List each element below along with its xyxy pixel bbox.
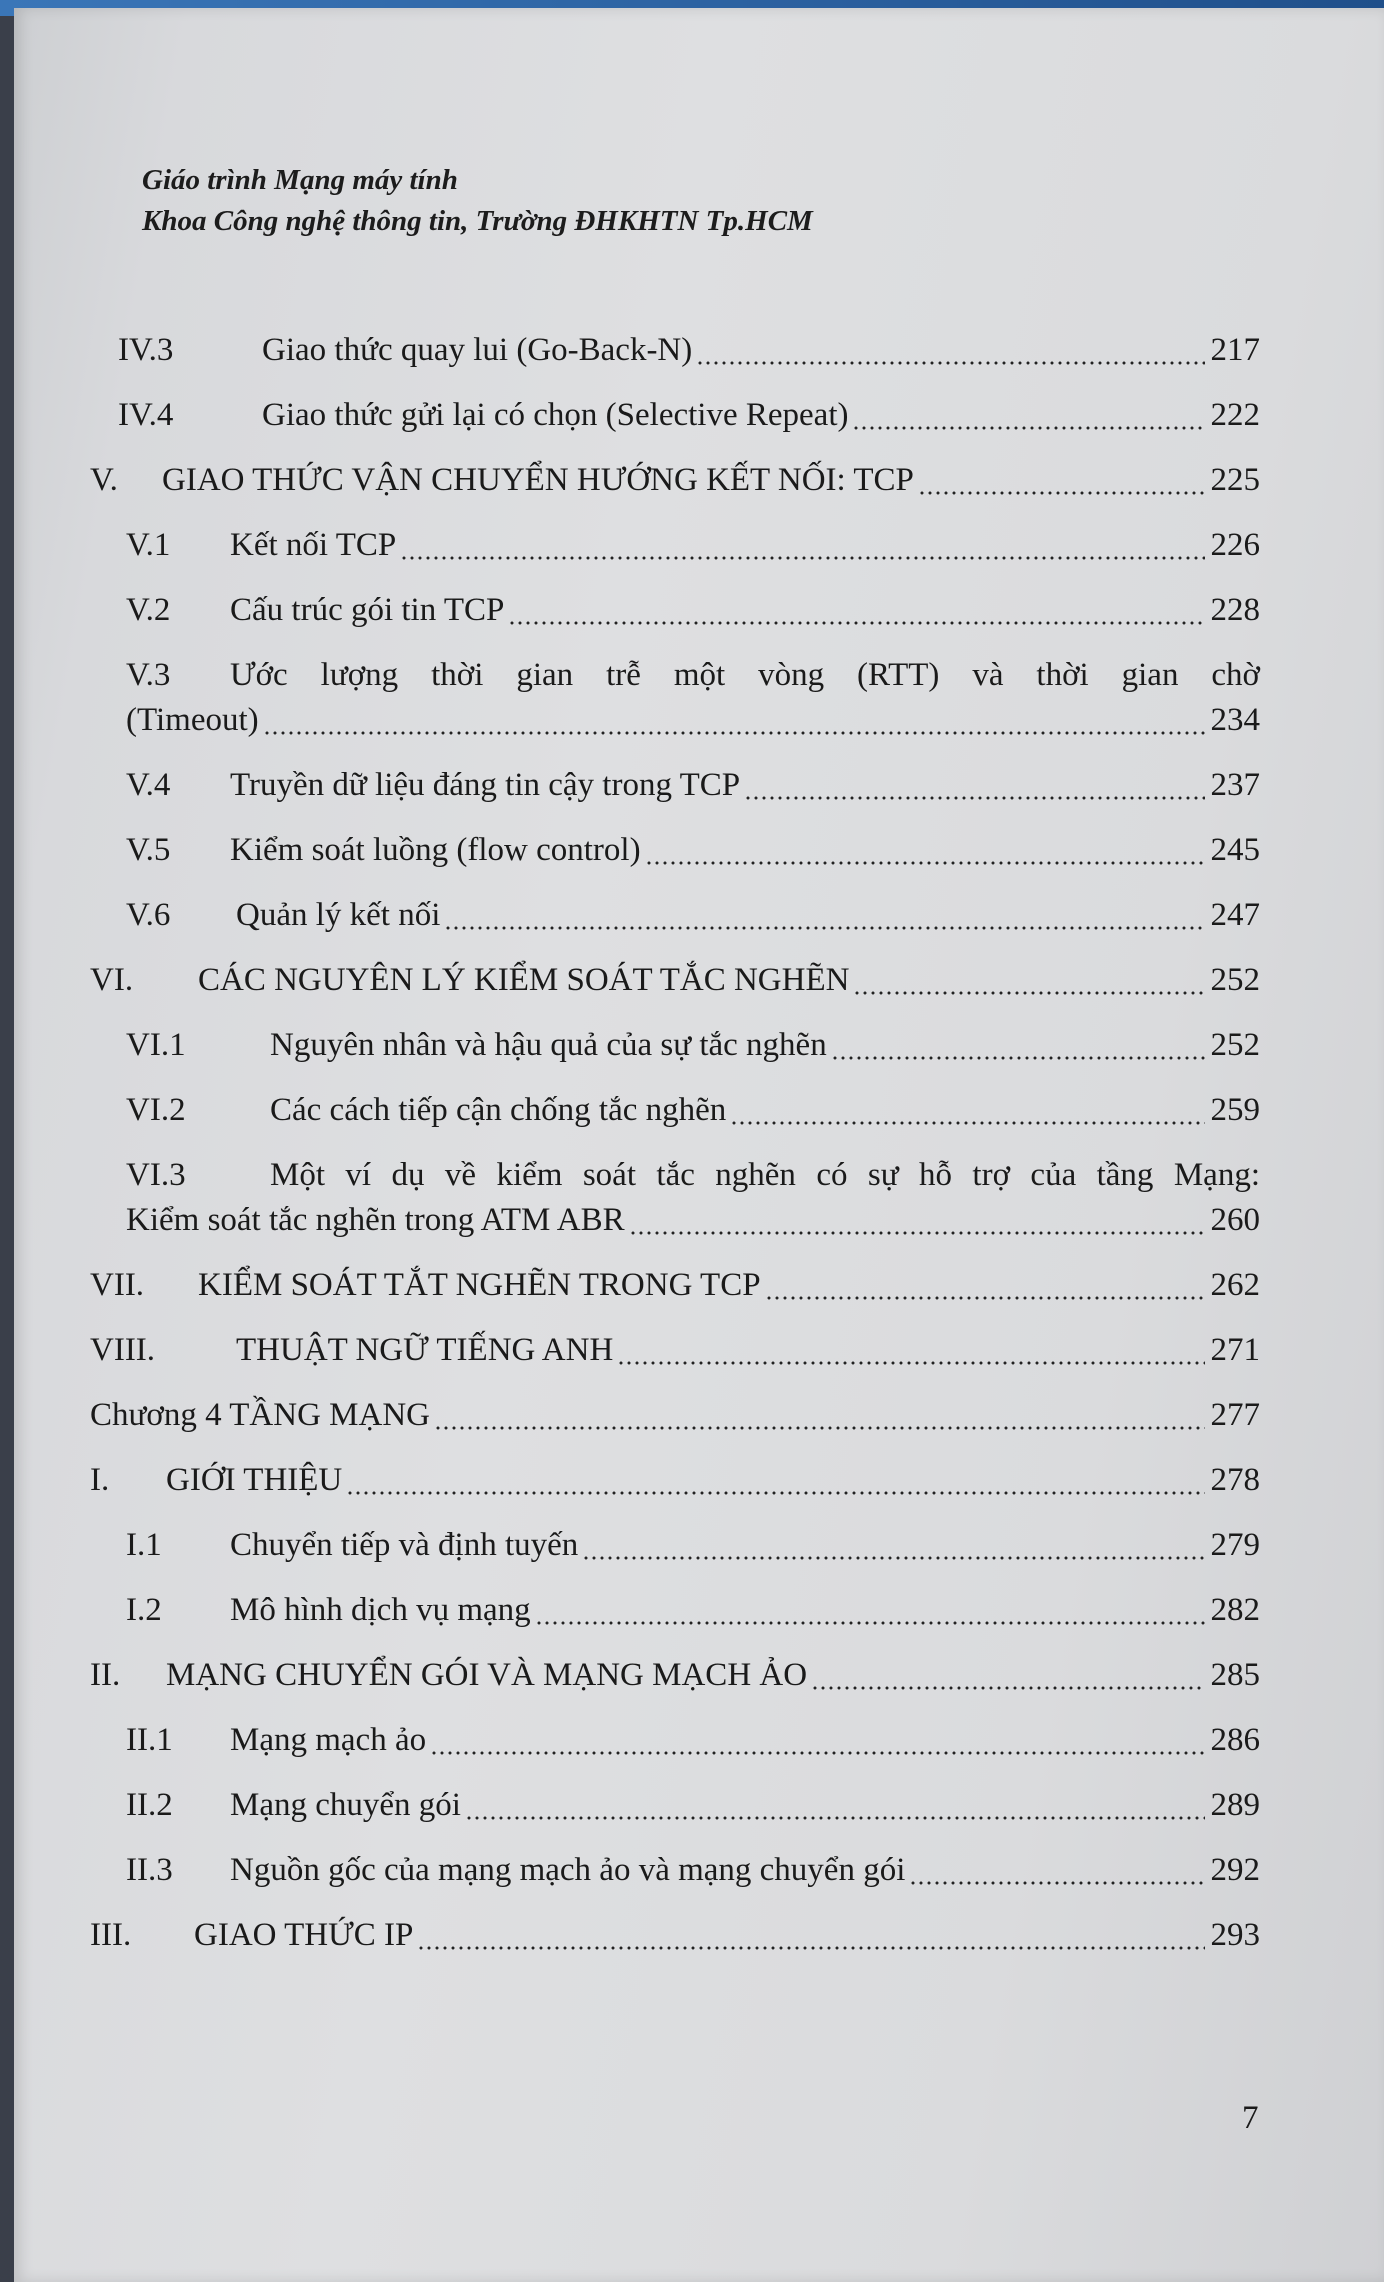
toc-row[interactable]	[14, 1328, 1384, 1372]
toc-page-number: 252	[1210, 1027, 1260, 1063]
toc-page-number: 285	[1210, 1657, 1260, 1693]
toc-page-number: 217	[1210, 332, 1260, 368]
toc-page-number: 234	[1210, 702, 1260, 738]
toc-section-number: V.2	[126, 592, 171, 628]
toc-row[interactable]	[14, 328, 1384, 372]
toc-dot-leader	[508, 588, 1205, 632]
toc-section-number: I.	[90, 1462, 110, 1498]
toc-page-number: 228	[1210, 592, 1260, 628]
toc-section-number: II.1	[126, 1722, 173, 1758]
toc-page-number: 279	[1210, 1527, 1260, 1563]
toc-dot-leader	[853, 958, 1205, 1002]
toc-section-number: II.	[90, 1657, 121, 1693]
toc-section-number: II.2	[126, 1787, 173, 1823]
toc-row[interactable]	[14, 1153, 1384, 1197]
toc-dot-leader	[744, 763, 1205, 807]
toc-page-number: 278	[1210, 1462, 1260, 1498]
toc-row[interactable]	[14, 1263, 1384, 1307]
toc-section-title: Mạng mạch ảo	[230, 1722, 427, 1758]
toc-row[interactable]	[14, 1523, 1384, 1567]
toc-page-number: 286	[1210, 1722, 1260, 1758]
toc-row-continuation[interactable]	[14, 1198, 1384, 1242]
toc-section-title: GIỚI THIỆU	[166, 1462, 343, 1498]
toc-dot-leader	[346, 1458, 1205, 1502]
toc-section-number: VI.	[90, 962, 134, 998]
toc-dot-leader	[617, 1328, 1205, 1372]
toc-dot-leader	[765, 1263, 1205, 1307]
toc-row[interactable]	[14, 893, 1384, 937]
toc-section-title: Nguồn gốc của mạng mạch ảo và mạng chuyển gói	[230, 1852, 906, 1888]
toc-section-number: IV.3	[118, 332, 174, 368]
toc-section-number: VI.3	[126, 1157, 186, 1193]
toc-section-number: V.	[90, 462, 118, 498]
toc-section-title-continuation: Kiểm soát tắc nghẽn trong ATM ABR	[126, 1202, 625, 1238]
toc-section-title: Nguyên nhân và hậu quả của sự tắc nghẽn	[270, 1027, 827, 1063]
toc-row[interactable]	[14, 1848, 1384, 1892]
toc-section-number: II.3	[126, 1852, 173, 1888]
toc-section-number: III.	[90, 1917, 132, 1953]
toc-dot-leader	[645, 828, 1205, 872]
toc-page-number: 237	[1210, 767, 1260, 803]
toc-section-number: VI.2	[126, 1092, 186, 1128]
toc-section-title: Giao thức gửi lại có chọn (Selective Repeat)	[262, 397, 849, 433]
toc-row[interactable]	[14, 1023, 1384, 1067]
toc-page-number: 245	[1210, 832, 1260, 868]
toc-page-number: 259	[1210, 1092, 1260, 1128]
book-page	[14, 8, 1384, 2282]
toc-page-number: 282	[1210, 1592, 1260, 1628]
toc-row[interactable]	[14, 958, 1384, 1002]
toc-page-number: 252	[1210, 962, 1260, 998]
toc-section-title: Mô hình dịch vụ mạng	[230, 1592, 531, 1628]
toc-section-title: THUẬT NGỮ TIẾNG ANH	[236, 1332, 614, 1368]
toc-dot-leader	[263, 698, 1205, 742]
toc-section-number: I.2	[126, 1592, 162, 1628]
toc-page-number: 226	[1210, 527, 1260, 563]
toc-page-number: 277	[1210, 1397, 1260, 1433]
toc-section-title: Ước lượng thời gian trễ một vòng (RTT) và thời gian chờ	[230, 657, 1260, 693]
toc-dot-leader	[730, 1088, 1205, 1132]
header-faculty: Khoa Công nghệ thông tin, Trường ĐHKHTN Tp.HCM	[142, 205, 813, 237]
toc-dot-leader	[465, 1783, 1205, 1827]
toc-section-number: I.1	[126, 1527, 162, 1563]
header-book-title: Giáo trình Mạng máy tính	[142, 164, 458, 196]
toc-dot-leader	[434, 1393, 1205, 1437]
toc-page-number: 289	[1210, 1787, 1260, 1823]
toc-section-number: V.4	[126, 767, 171, 803]
running-header	[142, 160, 813, 242]
toc-section-number: IV.4	[118, 397, 174, 433]
toc-section-title: GIAO THỨC VẬN CHUYỂN HƯỚNG KẾT NỐI: TCP	[162, 462, 914, 498]
toc-section-title: Mạng chuyển gói	[230, 1787, 461, 1823]
toc-row-continuation[interactable]	[14, 698, 1384, 742]
toc-row[interactable]	[14, 1088, 1384, 1132]
toc-dot-leader	[417, 1913, 1205, 1957]
toc-section-title: CÁC NGUYÊN LÝ KIỂM SOÁT TẮC NGHẼN	[198, 962, 850, 998]
toc-dot-leader	[918, 458, 1205, 502]
toc-section-title: Giao thức quay lui (Go-Back-N)	[262, 332, 693, 368]
toc-row[interactable]	[14, 1653, 1384, 1697]
toc-row[interactable]	[14, 1393, 1384, 1437]
toc-page-number: 262	[1210, 1267, 1260, 1303]
toc-row[interactable]	[14, 458, 1384, 502]
toc-section-number: V.6	[126, 897, 171, 933]
toc-section-title: Một ví dụ về kiểm soát tắc nghẽn có sự hỗ trợ của tầng Mạng:	[270, 1157, 1260, 1193]
toc-section-number: VII.	[90, 1267, 145, 1303]
toc-row[interactable]	[14, 588, 1384, 632]
toc-row[interactable]	[14, 1913, 1384, 1957]
toc-page-number: 225	[1210, 462, 1260, 498]
toc-dot-leader	[629, 1198, 1205, 1242]
toc-section-title: GIAO THỨC IP	[194, 1917, 414, 1953]
toc-section-number: VI.1	[126, 1027, 186, 1063]
toc-page-number: 292	[1210, 1852, 1260, 1888]
toc-page-number: 222	[1210, 397, 1260, 433]
toc-dot-leader	[909, 1848, 1205, 1892]
toc-row[interactable]	[14, 1588, 1384, 1632]
toc-section-title: Truyền dữ liệu đáng tin cậy trong TCP	[230, 767, 741, 803]
toc-dot-leader	[831, 1023, 1205, 1067]
toc-row[interactable]	[14, 1718, 1384, 1762]
toc-dot-leader	[444, 893, 1205, 937]
toc-dot-leader	[430, 1718, 1205, 1762]
toc-row[interactable]	[14, 1783, 1384, 1827]
toc-row[interactable]	[14, 653, 1384, 697]
toc-row[interactable]	[14, 828, 1384, 872]
toc-page-number: 247	[1210, 897, 1260, 933]
toc-page-number: 271	[1210, 1332, 1260, 1368]
page-number: 7	[1242, 2100, 1259, 2136]
toc-dot-leader	[811, 1653, 1205, 1697]
toc-dot-leader	[696, 328, 1205, 372]
toc-section-title: KIỂM SOÁT TẮT NGHẼN TRONG TCP	[198, 1267, 761, 1303]
toc-row[interactable]	[14, 1458, 1384, 1502]
toc-section-number: V.5	[126, 832, 171, 868]
toc-section-number: V.1	[126, 527, 171, 563]
toc-dot-leader	[535, 1588, 1205, 1632]
toc-section-number: V.3	[126, 657, 171, 693]
toc-row[interactable]	[14, 763, 1384, 807]
toc-dot-leader	[400, 523, 1205, 567]
toc-page-number: 260	[1210, 1202, 1260, 1238]
toc-row[interactable]	[14, 523, 1384, 567]
toc-dot-leader	[852, 393, 1205, 437]
toc-section-title: Kiểm soát luồng (flow control)	[230, 832, 641, 868]
toc-page-number: 293	[1210, 1917, 1260, 1953]
toc-section-number: VIII.	[90, 1332, 156, 1368]
toc-row[interactable]	[14, 393, 1384, 437]
toc-section-title: Cấu trúc gói tin TCP	[230, 592, 505, 628]
toc-section-title: Chuyển tiếp và định tuyến	[230, 1527, 579, 1563]
toc-section-title: Kết nối TCP	[230, 527, 397, 563]
toc-dot-leader	[582, 1523, 1205, 1567]
toc-section-title: Các cách tiếp cận chống tắc nghẽn	[270, 1092, 727, 1128]
toc-section-title-continuation: (Timeout)	[126, 702, 259, 738]
toc-section-title: MẠNG CHUYỂN GÓI VÀ MẠNG MẠCH ẢO	[166, 1657, 808, 1693]
toc-section-title: Chương 4 TẦNG MẠNG	[90, 1397, 430, 1433]
toc-section-title: Quản lý kết nối	[236, 897, 441, 933]
